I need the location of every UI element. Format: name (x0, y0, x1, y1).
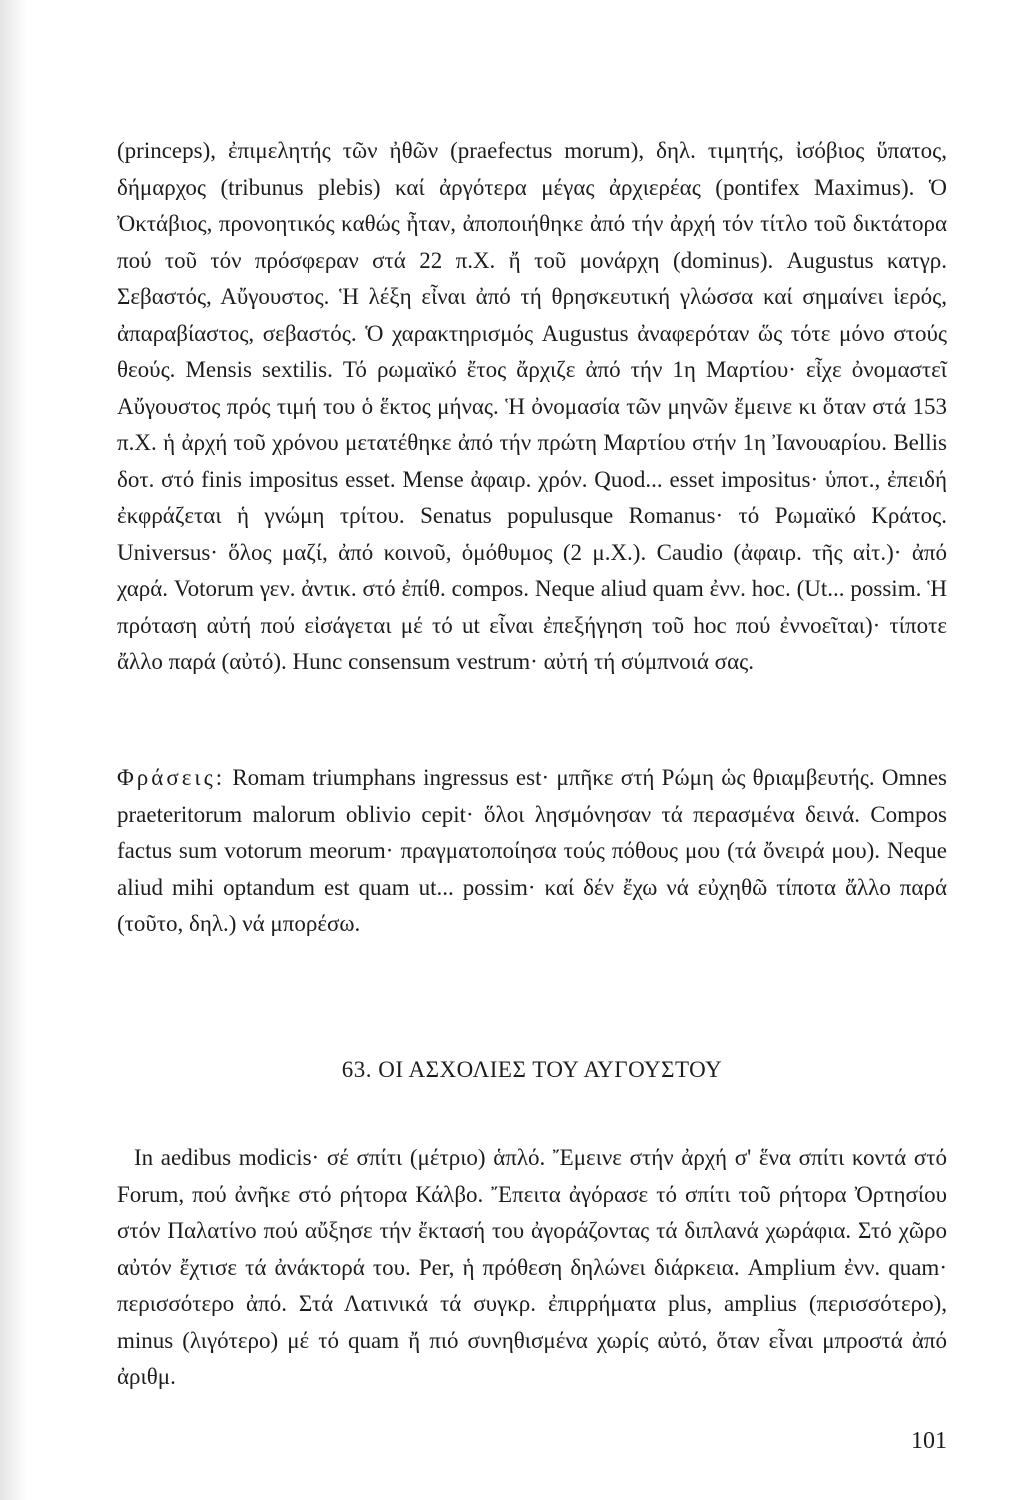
section-commentary-paragraph (117, 1140, 947, 1396)
phrases-text: Romam triumphans ingressus est· μπῆκε στή Ρώμη ὡς θριαμβευτής. Omnes praeteritorum malorum oblivio cepit· ὅλοι λησμόνησαν τά περασμένα δεινά. Compos factus sum votorum meorum· πραγματοποίησα τούς πόθους μου (τά ὄνειρά μου). Neque aliud mihi optandum est quam ut... possim· καί δέν ἔχω νά εὐχηθῶ τίποτα ἄλλο παρά (τοῦτο, δηλ.) νά μπορέσω. (117, 765, 947, 936)
phrases-paragraph (117, 760, 947, 943)
phrases-label: Φράσεις: (117, 765, 226, 790)
page-number: 101 (911, 1428, 947, 1454)
section-heading: 63. ΟΙ ΑΣΧΟΛΙΕΣ ΤΟΥ ΑΥΓΟΥΣΤΟΥ (341, 1057, 723, 1082)
page-gutter-shadow (0, 0, 28, 1500)
section-commentary-text: In aedibus modicis· σέ σπίτι (μέτριο) ἁπλό. Ἔμεινε στήν ἀρχή σ' ἕνα σπίτι κοντά στό Forum, πού ἀνῆκε στό ρήτορα Κάλβο. Ἔπειτα ἀγόρασε τό σπίτι τοῦ ρήτορα Ὀρτησίου στόν Παλατίνο πού αὔξησε τήν ἔκτασή του ἀγοράζοντας τά διπλανά χωράφια. Στό χῶρο αὐτόν ἔχτισε τά ἀνάκτορά του. Per, ἡ πρόθεση δηλώνει διάρκεια. Amplium ἐνν. quam· περισσότερο ἀπό. Στά Λατινικά τά συγκρ. ἐπιρρήματα plus, amplius (περισσότερο), minus (λιγότερο) μέ τό quam ἤ πιό συνηθισμένα χωρίς αὐτό, ὅταν εἶναι μπροστά ἀπό ἀριθμ. (117, 1145, 947, 1389)
commentary-paragraph: (princeps), ἐπιμελητής τῶν ἠθῶν (praefectus morum), δηλ. τιμητής, ἰσόβιος ὕπατος, δήμαρχος (tribunus plebis) καί ἀργότερα μέγας ἀρχιερέας (pontifex Maximus). Ὁ Ὀκτάβιος, προνοητικός καθώς ἦταν, ἀποποιήθηκε ἀπό τήν ἀρχή τόν τίτλο τοῦ δικτάτορα πού τοῦ τόν πρόσφεραν στά 22 π.Χ. ἤ τοῦ μονάρχη (dominus). Augustus κατγρ. Σεβαστός, Αὔγουστος. Ἡ λέξη εἶναι ἀπό τή θρησκευτική γλώσσα καί σημαίνει ἱερός, ἀπαραβίαστος, σεβαστός. Ὁ χαρακτηρισμός Augustus ἀναφερόταν ὥς τότε μόνο στούς θεούς. Mensis sextilis. Τό ρωμαϊκό ἔτος ἄρχιζε ἀπό τήν 1η Μαρτίου· εἶχε ὀνομαστεῖ Αὔγουστος πρός τιμή του ὁ ἕκτος μήνας. Ἡ ὀνομασία τῶν μηνῶν ἔμεινε κι ὅταν στά 153 π.Χ. ἡ ἀρχή τοῦ χρόνου μετατέθηκε ἀπό τήν πρώτη Μαρτίου στήν 1η Ἰανουαρίου. Bellis δοτ. στό finis impositus esset. Mense ἀφαιρ. χρόν. Quod... esset impositus· ὑποτ., ἐπειδή ἐκφράζεται ἡ γνώμη τρίτου. Senatus populusque Romanus· τό Ρωμαϊκό Κράτος. Universus· ὅλος μαζί, ἀπό κοινοῦ, ὁμόθυμος (2 μ.Χ.). Caudio (ἀφαιρ. τῆς αἰτ.)· ἀπό χαρά. Votorum γεν. ἀντικ. στό ἐπίθ. compos. Neque aliud quam ἐνν. hoc. (Ut... possim. Ἡ πρόταση αὐτή πού εἰσάγεται μέ τό ut εἶναι ἐπεξήγηση τοῦ hoc πού ἐννοεῖται)· τίποτε ἄλλο παρά (αὐτό). Hunc consensum vestrum· αὐτή τή σύμπνοιά σας. (117, 138, 947, 674)
